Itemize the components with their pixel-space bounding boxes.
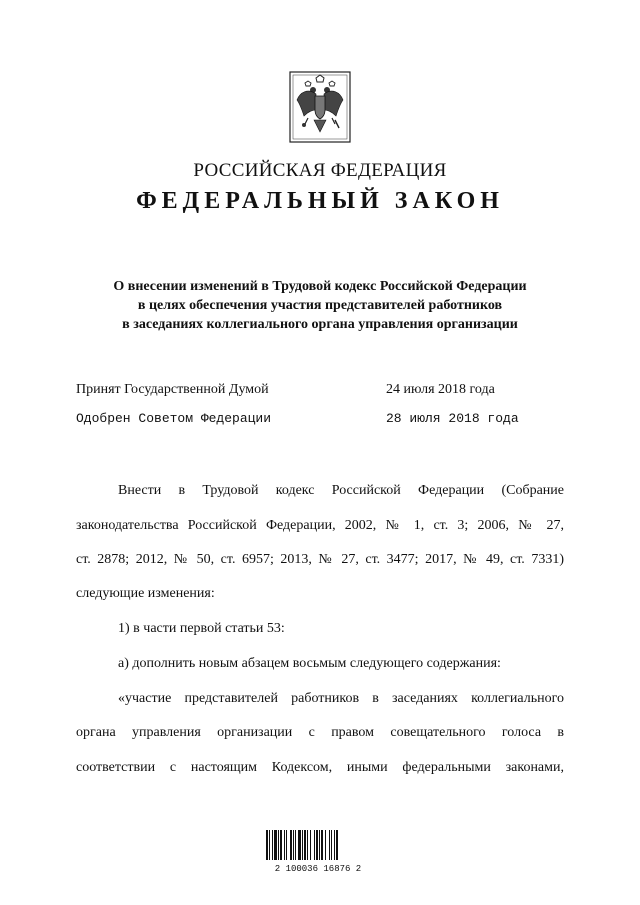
barcode-bar [316,830,318,860]
country-heading: РОССИЙСКАЯ ФЕДЕРАЦИЯ [193,160,447,181]
barcode-bar [321,830,323,860]
body-text-line: ст. 2878; 2012, № 50, ст. 6957; 2013, № 27, ст. 3477; 2017, № 49, ст. 7331) [76,552,564,567]
law-title-line: О внесении изменений в Трудовой кодекс Российской Федерации [113,279,527,294]
barcode-bar [319,830,320,860]
body-text-line: Внести в Трудовой кодекс Российской Федерации (Собрание [118,483,564,498]
barcode-bar [272,830,273,860]
barcode-bar [314,830,315,860]
barcode-bar [266,830,268,860]
body-text-line: а) дополнить новым абзацем восьмым следующего содержания: [118,656,501,671]
barcode-bar [298,830,301,860]
barcode-bar [286,830,287,860]
law-title [60,277,580,334]
barcode-bar [329,830,330,860]
law-type-heading: ФЕДЕРАЛЬНЫЙ ЗАКОН [136,188,504,214]
council-approval-label: Одобрен Советом Федерации [76,411,272,426]
barcode-bar [310,830,311,860]
barcode-bar [269,830,270,860]
body-text-line: органа управления организации с правом совещательного голоса в [76,725,564,740]
barcode-bar [295,830,296,860]
barcode-bar [331,830,332,860]
barcode-bar [280,830,282,860]
duma-adoption-label: Принят Государственной Думой [76,382,269,397]
law-title-line: в целях обеспечения участия представителей работников [137,298,503,313]
body-text-line: соответствии с настоящим Кодексом, иными федеральными законами, [76,760,564,775]
body-text-line: законодательства Российской Федерации, 2002, № 1, ст. 3; 2006, № 27, [76,518,564,533]
barcode-bar [278,830,279,860]
body-text-line: следующие изменения: [76,586,215,601]
barcode-bar [284,830,285,860]
barcode-bar [336,830,338,860]
barcode-bar [293,830,294,860]
barcode-number: 2 100036 16876 2 [274,864,362,874]
duma-adoption-date: 24 июля 2018 года [386,382,495,397]
barcode-bar [307,830,308,860]
barcode-bar [304,830,306,860]
barcode-bar [334,830,335,860]
document-barcode [262,828,374,862]
law-title-line: в заседаниях коллегиального органа управления организации [122,317,518,332]
council-approval-date: 28 июля 2018 года [386,411,519,426]
barcode-bar [274,830,277,860]
barcode-bar [290,830,292,860]
body-text-line: 1) в части первой статьи 53: [118,621,285,636]
barcode-bar [325,830,326,860]
coat-of-arms-emblem [288,70,352,144]
barcode-bar [302,830,303,860]
body-text-line: «участие представителей работников в заседаниях коллегиального [118,691,564,706]
